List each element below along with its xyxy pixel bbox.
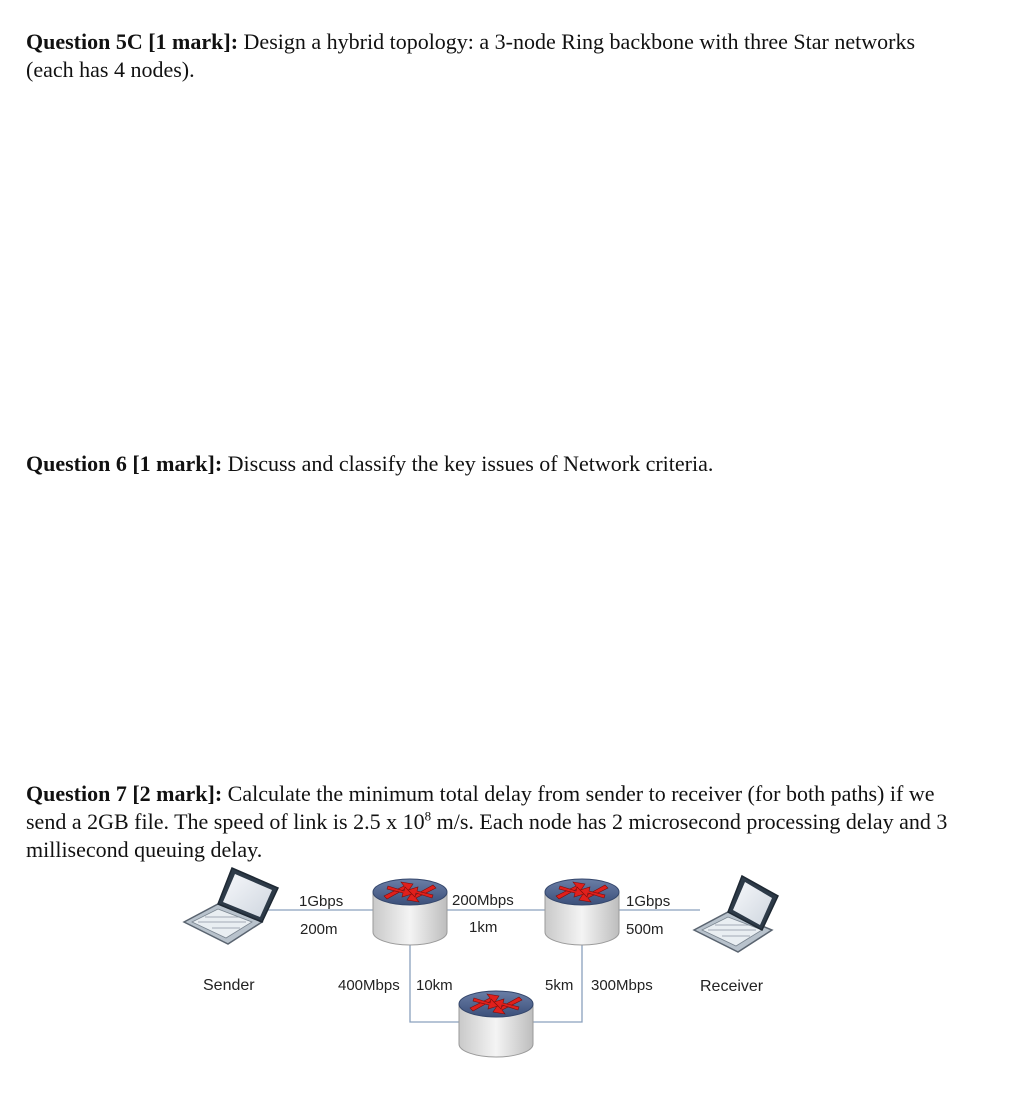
- question-5c-text: Design a hybrid topology: a 3-node Ring backbone with three Star networks (each has 4 nodes).: [26, 29, 916, 82]
- receiver-label: Receiver: [700, 978, 764, 995]
- link-r3-r2-rate: 300Mbps: [591, 977, 653, 994]
- question-6: [26, 450, 956, 478]
- link-r2-receiver-rate: 1Gbps: [626, 893, 671, 910]
- receiver-laptop-icon: [694, 876, 778, 952]
- question-7-text-b: m/s. Each node has 2 microsecond processing delay and 3 millisecond queuing delay.: [26, 809, 948, 862]
- question-6-text: Discuss and classify the key issues of Network criteria.: [227, 451, 714, 476]
- link-sender-r1-distance: 200m: [300, 921, 338, 938]
- link-r3-r2-distance: 5km: [545, 977, 574, 994]
- question-6-heading: Question 6 [1 mark]:: [26, 451, 223, 476]
- router-1-icon: [373, 879, 447, 945]
- link-r1-r2-rate: 200Mbps: [452, 892, 514, 909]
- question-7-heading: Question 7 [2 mark]:: [26, 781, 223, 806]
- sender-label: Sender: [203, 977, 255, 994]
- link-r2-receiver-distance: 500m: [626, 921, 664, 938]
- link-r1-r3-distance: 10km: [416, 977, 453, 994]
- network-diagram: [0, 860, 1018, 1080]
- router-3-icon: [459, 991, 533, 1057]
- question-7: [26, 780, 956, 864]
- link-r1-r3-rate: 400Mbps: [338, 977, 400, 994]
- question-5c: [26, 28, 956, 84]
- question-5c-heading: Question 5C [1 mark]:: [26, 29, 239, 54]
- question-7-text-a: Calculate the minimum total delay from sender to receiver (for both paths) if we send a 2GB file. The speed of link is 2.5 x 10: [26, 781, 935, 834]
- link-sender-r1-rate: 1Gbps: [299, 893, 344, 910]
- question-7-exponent: 8: [424, 808, 432, 824]
- router-2-icon: [545, 879, 619, 945]
- link-r1-r2-distance: 1km: [469, 919, 498, 936]
- sender-laptop-icon: [184, 868, 278, 944]
